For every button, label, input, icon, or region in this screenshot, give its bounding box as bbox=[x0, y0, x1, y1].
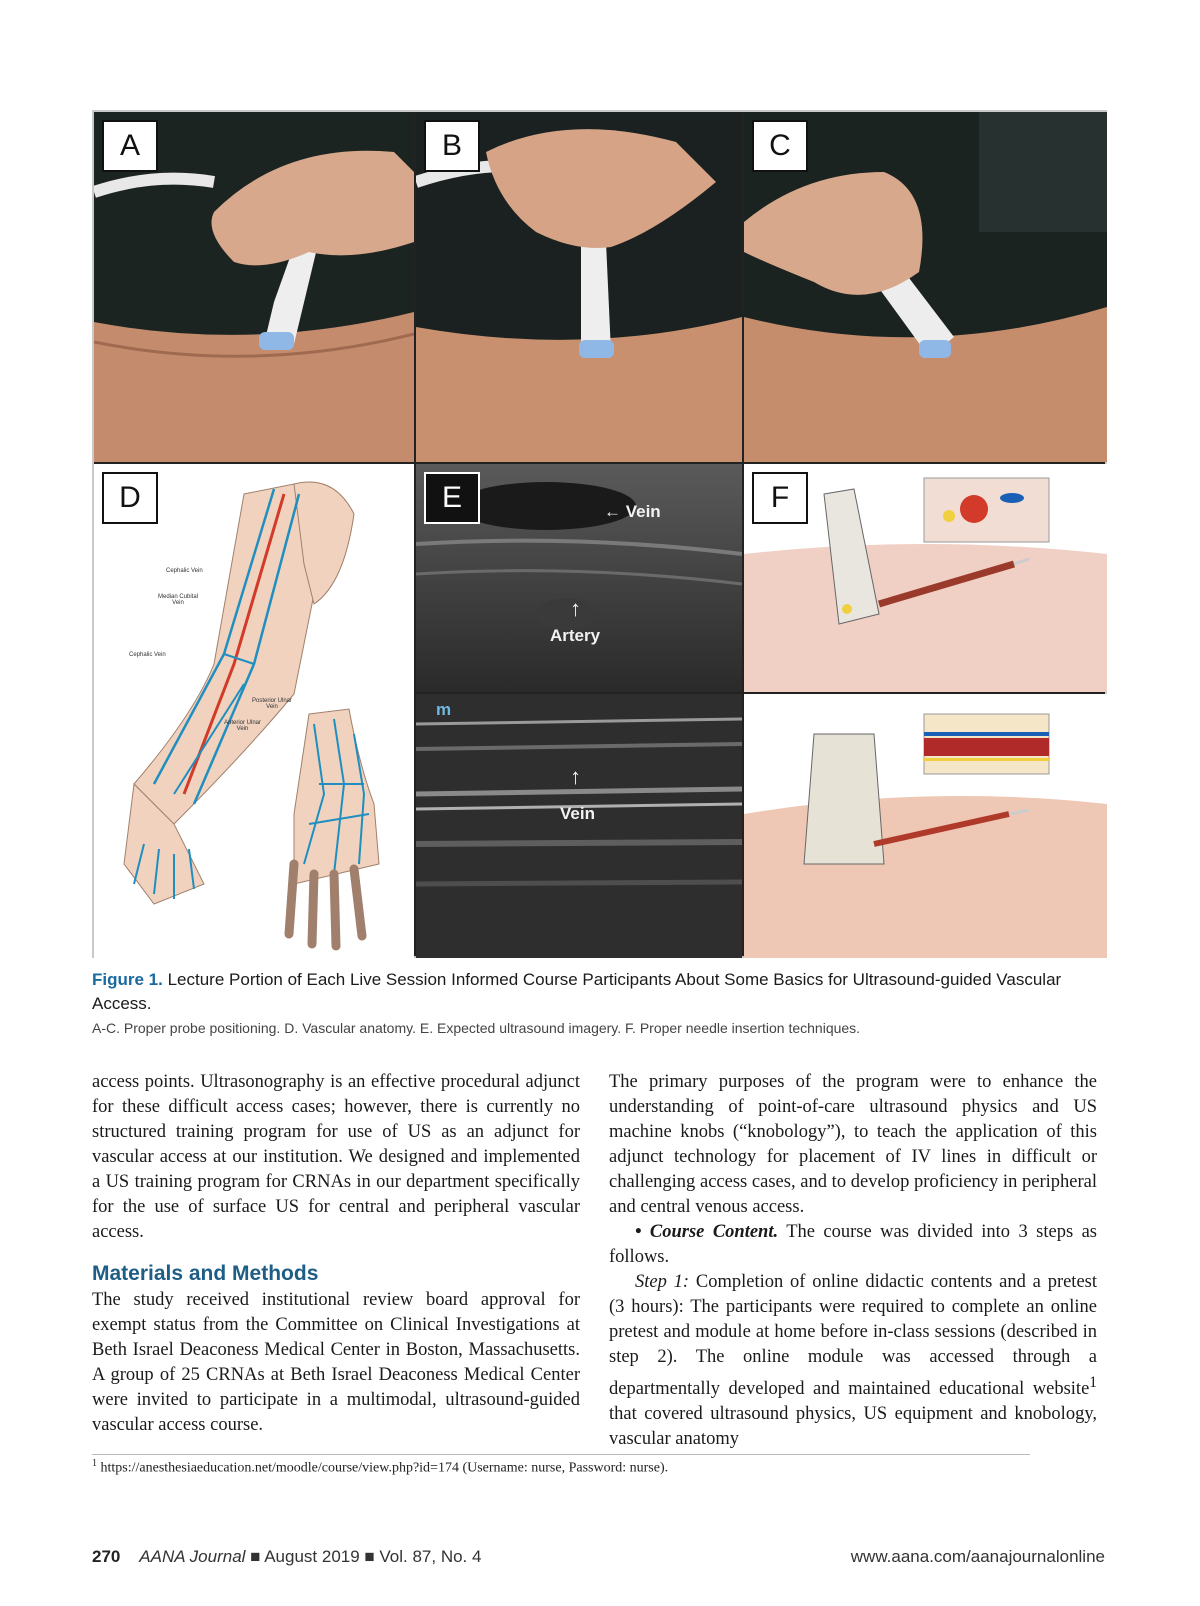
footnote-marker: 1 bbox=[92, 1458, 97, 1469]
label-vein-top: ← Vein bbox=[604, 502, 661, 521]
panel-e-ultrasound-transverse bbox=[416, 464, 742, 692]
left-paragraph-1: access points. Ultrasonography is an effective procedural adjunct for these difficult access cases; however, there is currently no structured training program for use of US as an adjunct for vascular access at our institution. We designed and implemented a US training program for CRNAs in our department specifically for the use of surface US for central and peripheral vascular access. bbox=[92, 1072, 580, 1242]
step-1-label: Step 1: bbox=[635, 1272, 690, 1292]
panel-c-probe-photo bbox=[744, 112, 1107, 462]
course-content-text: The course was divided into 3 steps as follows. bbox=[609, 1222, 1097, 1267]
panel-f-needle-insertion-longitudinal bbox=[744, 694, 1107, 958]
step-1-text-a: Completion of online didactic contents and a pretest (3 hours): The participants were required to complete an online pretest and module at home before in-class sessions (described in step 2). The online module was accessed through a departmentally developed and maintained educational website bbox=[609, 1272, 1098, 1400]
footer-url[interactable]: www.aana.com/aanajournalonline bbox=[850, 1547, 1105, 1566]
label-posterior-ulnar-vein: Posterior Ulnar Vein bbox=[252, 698, 293, 710]
footnote-text[interactable]: https://anesthesiaeducation.net/moodle/course/view.php?id=174 (Username: nurse, Password: nurse). bbox=[97, 1460, 669, 1476]
label-cephalic-vein-upper: Cephalic Vein bbox=[166, 568, 203, 574]
step-1-text-b: that covered ultrasound physics, US equipment and knobology, vascular anatomy bbox=[609, 1404, 1097, 1450]
panel-label-c: C bbox=[752, 120, 808, 172]
left-column bbox=[92, 1070, 580, 1438]
label-cephalic-vein-lower: Cephalic Vein bbox=[129, 652, 166, 658]
panel-e-ultrasound-longitudinal bbox=[416, 694, 742, 958]
left-paragraph-2: The study received institutional review board approval for exempt status from the Committee on Clinical Investigations at Beth Israel Deaconess Medical Center in Boston, Massachusetts. A group of 25 CRNAs at Beth Israel Deaconess Medical Center were invited to participate in a multimodal, ultrasound-guided vascular access course. bbox=[92, 1290, 580, 1435]
panel-a-probe-photo bbox=[94, 112, 414, 462]
right-column bbox=[609, 1070, 1097, 1452]
course-content-label: • Course Content. bbox=[635, 1222, 779, 1242]
course-content-paragraph bbox=[609, 1220, 1097, 1270]
footnote-divider bbox=[92, 1454, 1030, 1455]
figure-1 bbox=[92, 110, 1107, 958]
marker-m: m bbox=[436, 700, 452, 719]
section-heading-materials-methods: Materials and Methods bbox=[92, 1262, 319, 1285]
footnote-ref[interactable]: 1 bbox=[1089, 1374, 1097, 1391]
right-paragraph-1: The primary purposes of the program were to enhance the understanding of point-of-care ultrasound physics and US machine knobs (“knobology”), to teach the application of this adjunct technology for placement of IV lines in difficult or challenging access cases, and to develop proficiency in peripheral and central venous access. bbox=[609, 1072, 1097, 1217]
journal-name: AANA Journal bbox=[139, 1547, 246, 1566]
panel-label-b: B bbox=[424, 120, 480, 172]
panel-d-vascular-anatomy bbox=[94, 464, 414, 958]
label-anterior-ulnar-vein: Anterior Ulnar Vein bbox=[224, 720, 262, 732]
panel-label-e: E bbox=[424, 472, 480, 524]
panel-label-a: A bbox=[102, 120, 158, 172]
panel-b-probe-photo bbox=[416, 112, 742, 462]
footnote bbox=[92, 1458, 668, 1477]
caption-subtitle: A-C. Proper probe positioning. D. Vascular anatomy. E. Expected ultrasound imagery. F. Proper needle insertion techniques. bbox=[92, 1020, 861, 1036]
journal-issue: ■ August 2019 ■ Vol. 87, No. 4 bbox=[245, 1547, 482, 1566]
label-median-cubital-vein: Median Cubital Vein bbox=[158, 594, 199, 606]
arrow-up-icon: ↑ bbox=[570, 764, 581, 789]
page-number: 270 bbox=[92, 1547, 121, 1566]
panel-label-d: D bbox=[102, 472, 158, 524]
label-artery: Artery bbox=[550, 626, 601, 645]
panel-label-f: F bbox=[752, 472, 808, 524]
caption-title bbox=[92, 968, 1102, 1016]
footer-left bbox=[92, 1547, 481, 1567]
figure-label: Figure 1. bbox=[92, 970, 163, 989]
caption-title-text: Lecture Portion of Each Live Session Informed Course Participants About Some Basics for Ultrasound-guided Vascular Access. bbox=[92, 970, 1062, 1013]
arrow-up-icon: ↑ bbox=[570, 596, 581, 621]
label-vein-bottom: Vein bbox=[560, 804, 595, 823]
panel-f-needle-insertion-transverse bbox=[744, 464, 1107, 692]
figure-caption bbox=[92, 968, 1102, 1036]
step-1-paragraph bbox=[609, 1270, 1097, 1452]
